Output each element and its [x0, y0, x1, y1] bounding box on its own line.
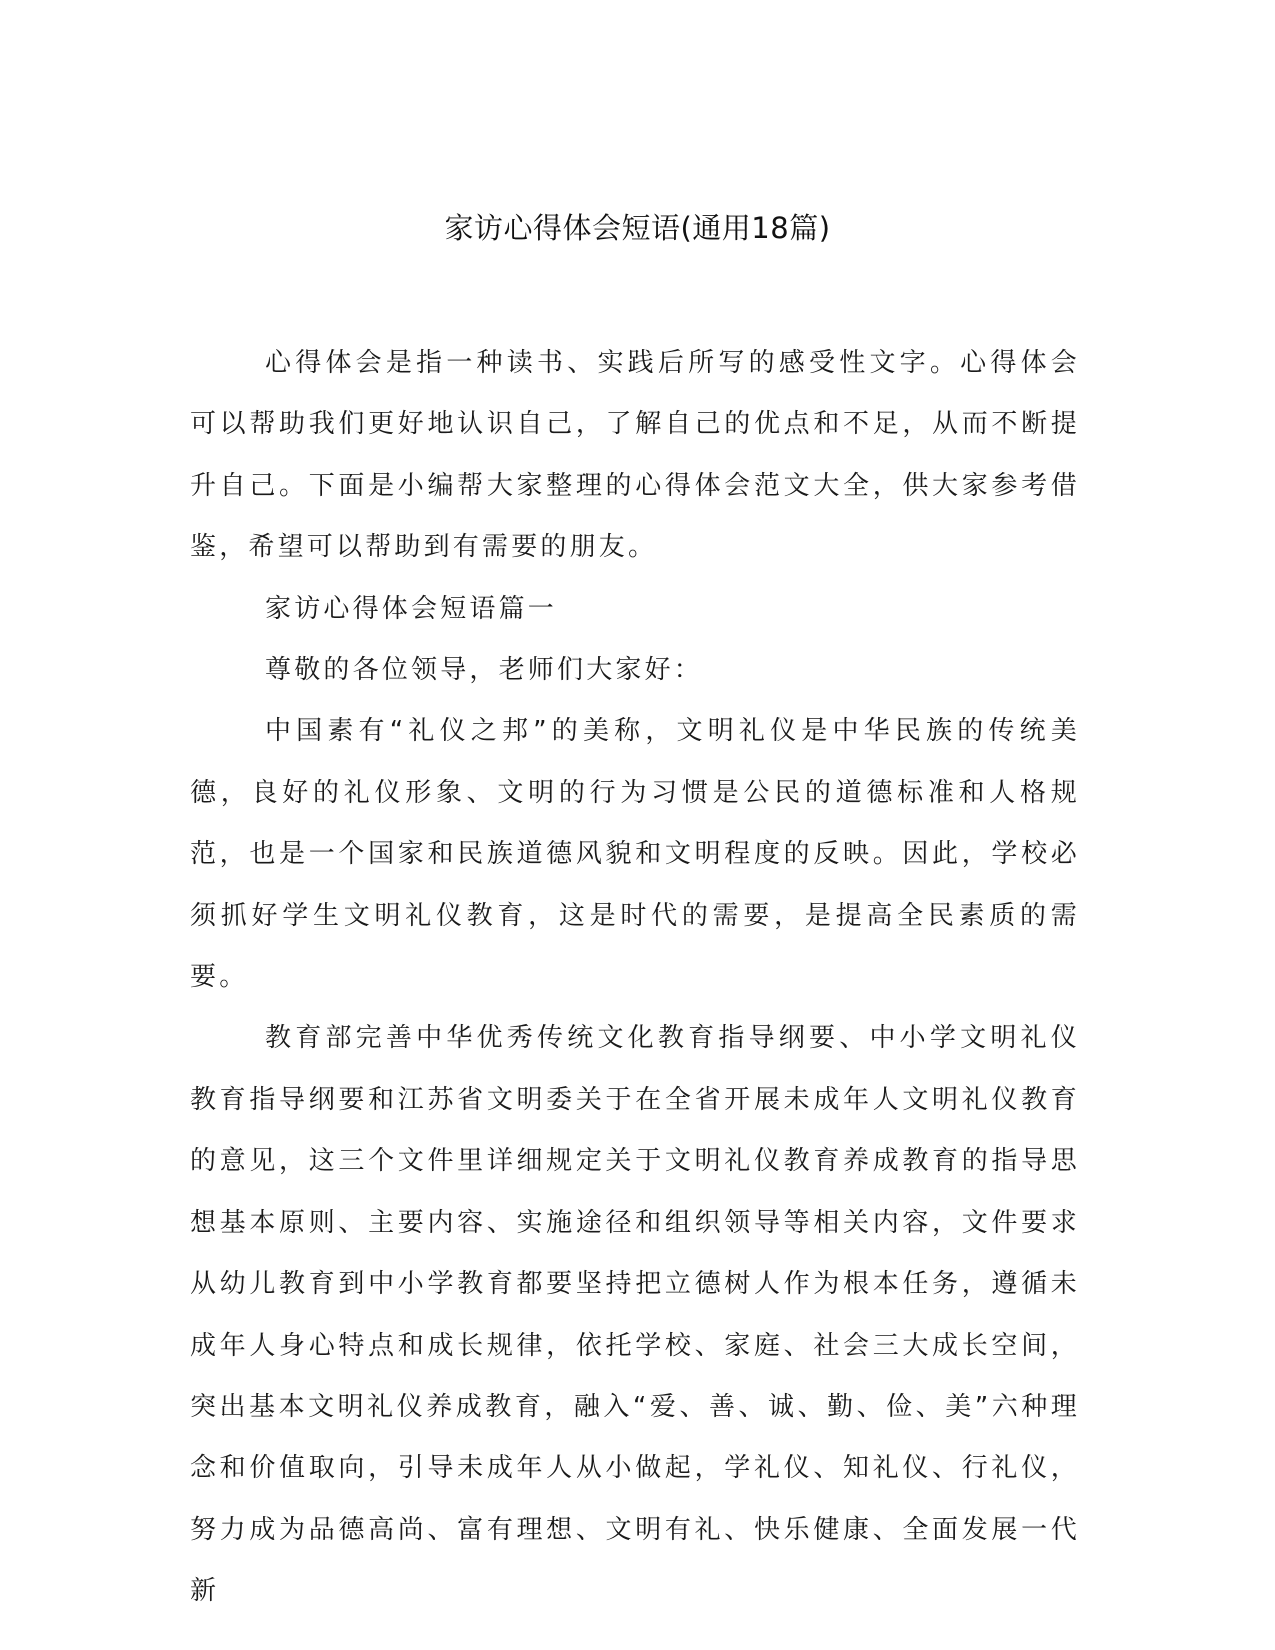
body-paragraph: 教育部完善中华优秀传统文化教育指导纲要、中小学文明礼仪教育指导纲要和江苏省文明委关于在全省开展未成年人文明礼仪教育的意见，这三个文件里详细规定关于文明礼仪教育养成教育的指导思想基本原则、主要内容、实施途径和组织领导等相关内容，文件要求从幼儿教育到中小学教育都要坚持把立德树人作为根本任务，遵循未成年人身心特点和成长规律，依托学校、家庭、社会三大成长空间，突出基本文明礼仪养成教育，融入“爱、善、诚、勤、俭、美”六种理念和价值取向，引导未成年人从小做起，学礼仪、知礼仪、行礼仪，努力成为品德高尚、富有理想、文明有礼、快乐健康、全面发展一代新: [190, 1023, 1080, 1607]
intro-paragraph: 心得体会是指一种读书、实践后所写的感受性文字。心得体会可以帮助我们更好地认识自己，了解自己的优点和不足，从而不断提升自己。下面是小编帮大家整理的心得体会范文大全，供大家参考借鉴，希望可以帮助到有需要的朋友。: [190, 348, 1080, 563]
salutation-paragraph: 尊敬的各位领导，老师们大家好：: [265, 655, 704, 686]
section-heading: 家访心得体会短语篇一: [265, 593, 558, 624]
document-body: [190, 333, 1080, 1623]
body-paragraph: 中国素有“礼仪之邦”的美称，文明礼仪是中华民族的传统美德，良好的礼仪形象、文明的行为习惯是公民的道德标准和人格规范，也是一个国家和民族道德风貌和文明程度的反映。因此，学校必须抓好学生文明礼仪教育，这是时代的需要，是提高全民素质的需要。: [190, 716, 1080, 993]
document-title: 家访心得体会短语(通用18篇): [444, 211, 831, 245]
